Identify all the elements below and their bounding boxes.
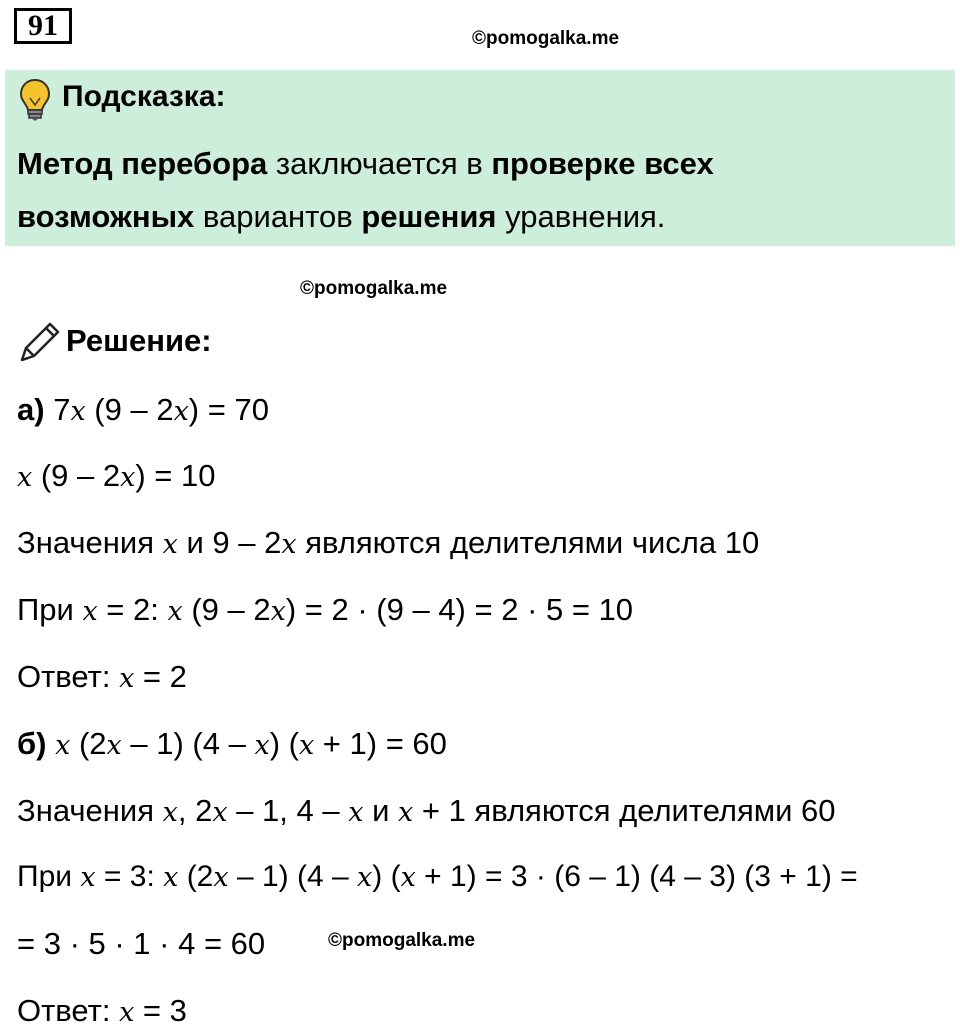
watermark-middle: ©pomogalka.me bbox=[300, 278, 448, 299]
part-a-check: При 𝑥 = 2: 𝑥 (9 – 2𝑥) = 2 · (9 – 4) = 2 · 5 = 10 bbox=[17, 592, 634, 627]
watermark-top: ©pomogalka.me bbox=[472, 28, 620, 49]
part-b-note: Значения 𝑥, 2𝑥 – 1, 4 – 𝑥 и 𝑥 + 1 являются делителями 60 bbox=[17, 793, 836, 828]
pencil-icon bbox=[16, 318, 64, 366]
solution-title: Решение: bbox=[66, 323, 212, 358]
part-a-equation: а) 7𝑥 (9 – 2𝑥) = 70 bbox=[17, 392, 269, 427]
lightbulb-icon bbox=[18, 78, 52, 122]
part-a-simplified: 𝑥 (9 – 2𝑥) = 10 bbox=[17, 458, 216, 493]
part-a-note: Значения 𝑥 и 9 – 2𝑥 являются делителями числа 10 bbox=[17, 525, 760, 560]
watermark-bottom: ©pomogalka.me bbox=[328, 930, 476, 951]
task-number: 91 bbox=[14, 8, 72, 44]
hint-title: Подсказка: bbox=[62, 80, 226, 113]
hint-line-1: Метод перебора заключается в проверке всех bbox=[17, 146, 714, 181]
part-b-equation: б) 𝑥 (2𝑥 – 1) (4 – 𝑥) (𝑥 + 1) = 60 bbox=[17, 726, 447, 761]
hint-line-2: возможных вариантов решения уравнения. bbox=[17, 199, 666, 234]
part-b-check: При 𝑥 = 3: 𝑥 (2𝑥 – 1) (4 – 𝑥) (𝑥 + 1) = 3 · (6 – 1) (4 – 3) (3 + 1) = bbox=[17, 860, 858, 893]
part-a-answer: Ответ: 𝑥 = 2 bbox=[17, 659, 187, 694]
part-b-check-continued: = 3 · 5 · 1 · 4 = 60 bbox=[17, 926, 266, 961]
part-b-answer: Ответ: 𝑥 = 3 bbox=[17, 993, 187, 1028]
